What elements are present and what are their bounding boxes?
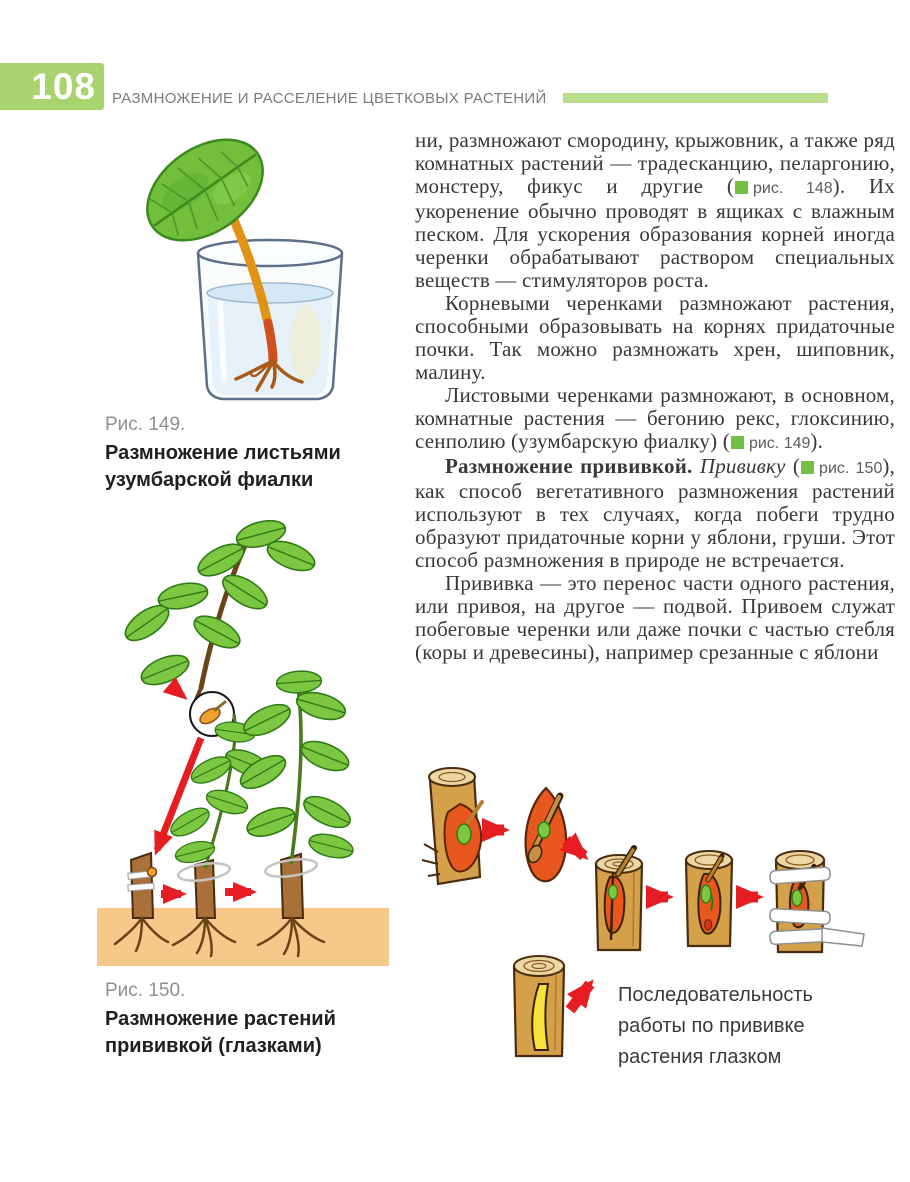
- text-run: ).: [810, 429, 824, 453]
- chapter-header: РАЗМНОЖЕНИЕ И РАССЕЛЕНИЕ ЦВЕТКОВЫХ РАСТЕНИЙ: [112, 90, 547, 107]
- arrow-2: [566, 840, 584, 856]
- paragraph: [415, 129, 895, 292]
- page-number-badge: [0, 63, 104, 110]
- page-number: 108: [31, 66, 96, 107]
- text-run: ни, размножают смородину, крыжовник, а также ряд комнатных растений — традесканцию, пеларгонию, монстеру, фикус и другие (: [415, 128, 895, 198]
- paragraph: [415, 455, 895, 572]
- text-run: Листовыми черенками размножают, в основном, комнатные растения — бегонию рекс, глоксинию, сенполию (узумбарскую фиалку) (: [415, 383, 895, 453]
- figure-ref-label: рис. 148: [753, 180, 833, 197]
- fig150-caption-block: [105, 980, 360, 1060]
- branch-with-bud: [422, 768, 482, 884]
- fig150-label: Рис. 150.: [105, 980, 186, 1001]
- fig150-caption: Размножение растений прививкой (глазками): [105, 1008, 336, 1057]
- article-text: [415, 129, 895, 664]
- sequence-caption: Последовательность работы по прививке растения глазком: [618, 984, 813, 1068]
- fig149-illustration: [110, 128, 405, 418]
- fig150-illustration: [95, 520, 395, 972]
- stock-with-growing-bud: [686, 851, 732, 946]
- prepared-rootstock: [514, 956, 564, 1056]
- figure-ref-label: рис. 149: [748, 435, 811, 452]
- header-accent-bar: [563, 93, 828, 103]
- text-run: Прививка — это перенос части одного растения, или привоя, на другое — подвой. Привоем служат побеговые черенки или даже почки с частью стебля (коры и древесины), например срезанные с яблони: [415, 571, 895, 664]
- text-run: (: [785, 454, 801, 478]
- text-run: Размножение прививкой.: [445, 454, 693, 478]
- cut-bud-shield: [526, 788, 567, 881]
- fig149-label: Рис. 149.: [105, 414, 186, 435]
- figure-ref-square-icon: [735, 181, 748, 194]
- stock-bound-with-tape: [770, 851, 864, 952]
- text-run: Прививку: [699, 454, 786, 478]
- text-run: ). Их укоренение обычно проводят в ящиках с влажным песком. Для ускорения образования корней иногда черенки обрабатывают раствором специальных веществ — стимуляторов роста.: [415, 174, 895, 292]
- figure-ref-label: рис. 150: [819, 460, 883, 477]
- arrow-to-bud: [171, 686, 183, 696]
- stock-with-inserted-bud: [596, 848, 642, 950]
- fig149-caption-block: [105, 414, 360, 494]
- figure-reference: [734, 180, 833, 197]
- text-run: ), как способ вегетативного размножения растений используют в тех случаях, когда побеги трудно образуют придаточные корни у яблони, груши. Этот способ размножения в природе не встречается.: [415, 454, 896, 572]
- figure-ref-square-icon: [731, 436, 744, 449]
- paragraph: [415, 384, 895, 455]
- paragraph: [415, 292, 895, 384]
- text-run: [693, 454, 700, 478]
- figure-reference: [730, 435, 810, 452]
- figure-reference: [800, 460, 882, 477]
- grafted-stump: [115, 853, 168, 951]
- paragraph: [415, 572, 895, 664]
- arrow-5: [570, 984, 590, 1010]
- fig149-caption: Размножение листьями узумбарской фиалки: [105, 442, 341, 491]
- figure-ref-square-icon: [801, 461, 814, 474]
- text-run: Корневыми черенками размножают растения, способными образовывать на корнях придаточные почки. Так можно размножать хрен, шиповник, малину.: [415, 291, 895, 384]
